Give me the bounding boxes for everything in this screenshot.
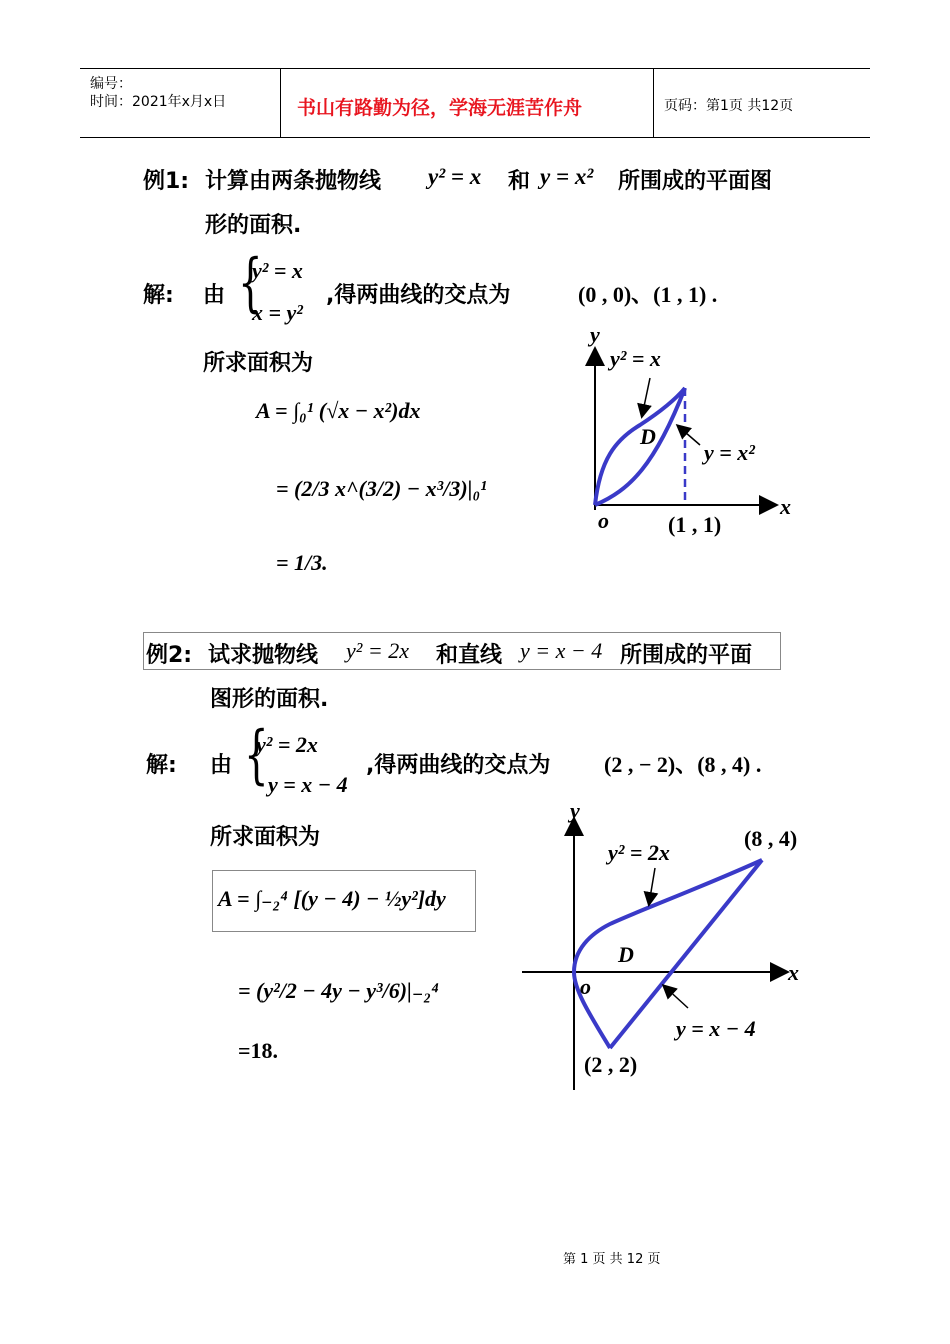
example2-intersect-text: ,得两曲线的交点为 [366,753,551,778]
header-right-cell [654,69,870,137]
example2-points: (2 , − 2)、(8 , 4) . [604,752,762,777]
example1-solution-label: 解: [143,283,174,308]
example1-eq-b: y = x² [540,164,594,189]
example1-points: (0 , 0)、(1 , 1) . [578,282,718,307]
example2-step2: = (y²/2 − 4y − y³/6)|₋₂⁴ [238,978,439,1003]
example1-title: 例1: [143,169,190,194]
example2-solution-label: 解: [146,753,177,778]
graph2-arrow-a [649,868,655,904]
time-label: 时间：2021年x月x日 [90,94,227,110]
graph2-x-label: x [788,960,799,985]
example2-system-eq1: y² = 2x [256,732,318,757]
graph2-arrow-b [664,986,688,1008]
header-table [80,68,870,138]
graph2-origin: o [580,974,591,999]
example2-text-a: 试求抛物线 [208,643,319,668]
example1-and: 和 [508,169,531,194]
example2-text-b: 所围成的平面 [620,643,753,668]
graph2-curve-b-label: y = x − 4 [676,1016,756,1041]
graph1-region-label: D [640,424,656,449]
system-brace-1: { [238,246,263,320]
example2-eq-a: y² = 2x [346,638,409,663]
example2-eq-b: y = x − 4 [520,638,603,663]
graph1-arrow-a [642,378,650,416]
graph2-point-bottom: (2 , 2) [584,1052,638,1077]
example2-step3: =18. [238,1038,279,1063]
example1-text-b: 所围成的平面图 [618,169,773,194]
example1-by: 由 [203,283,226,308]
example2-system-eq2: y = x − 4 [268,772,348,797]
example1-text-a: 计算由两条抛物线 [205,169,382,194]
example2-integral: A = ∫₋₂⁴ [(y − 4) − ½y²]dy [218,886,446,911]
graph1-curve-b-label: y = x² [704,440,755,465]
example1-area-text: 所求面积为 [203,351,314,376]
graph2-curve-a-label: y² = 2x [608,840,670,865]
example1-step3: = 1/3. [276,550,328,575]
page-info: 页码：第1页 共12页 [664,98,794,114]
graph2-point-top: (8 , 4) [744,826,798,851]
example2-area-text: 所求面积为 [210,825,321,850]
graph1-x-label: x [780,494,791,519]
graph1-origin: o [598,508,609,533]
example1-system-eq1: y² = x [252,258,303,283]
example2-text-c: 图形的面积. [210,687,329,712]
system-brace-2: { [244,718,269,792]
id-label: 编号： [90,76,132,92]
example1-text-c: 形的面积. [205,213,302,238]
example2-by: 由 [210,753,233,778]
graph1-point-label: (1 , 1) [668,512,722,537]
example2-title: 例2: [146,643,193,668]
example1-step2: = (2/3 x^(3/2) − x³/3)|₀¹ [276,476,487,501]
example2-and: 和直线 [436,643,503,668]
graph2-region-label: D [618,942,634,967]
example1-eq-a: y² = x [428,164,482,189]
page-footer: 第 1 页 共 12 页 [563,1252,661,1267]
example1-integral: A = ∫₀¹ (√x − x²)dx [256,398,421,423]
example1-intersect-text: ,得两曲线的交点为 [326,283,511,308]
graph1-curve-a-label: y² = x [610,346,661,371]
graph1-arrow-b [678,426,700,445]
motto-text: 书山有路勤为径，学海无涯苦作舟 [297,97,583,119]
graph1-y-label: y [590,322,600,347]
header-motto-cell [280,69,654,137]
graph2-y-label: y [570,798,580,823]
example1-system-eq2: x = y² [252,300,303,325]
header-left-cell [80,69,280,137]
